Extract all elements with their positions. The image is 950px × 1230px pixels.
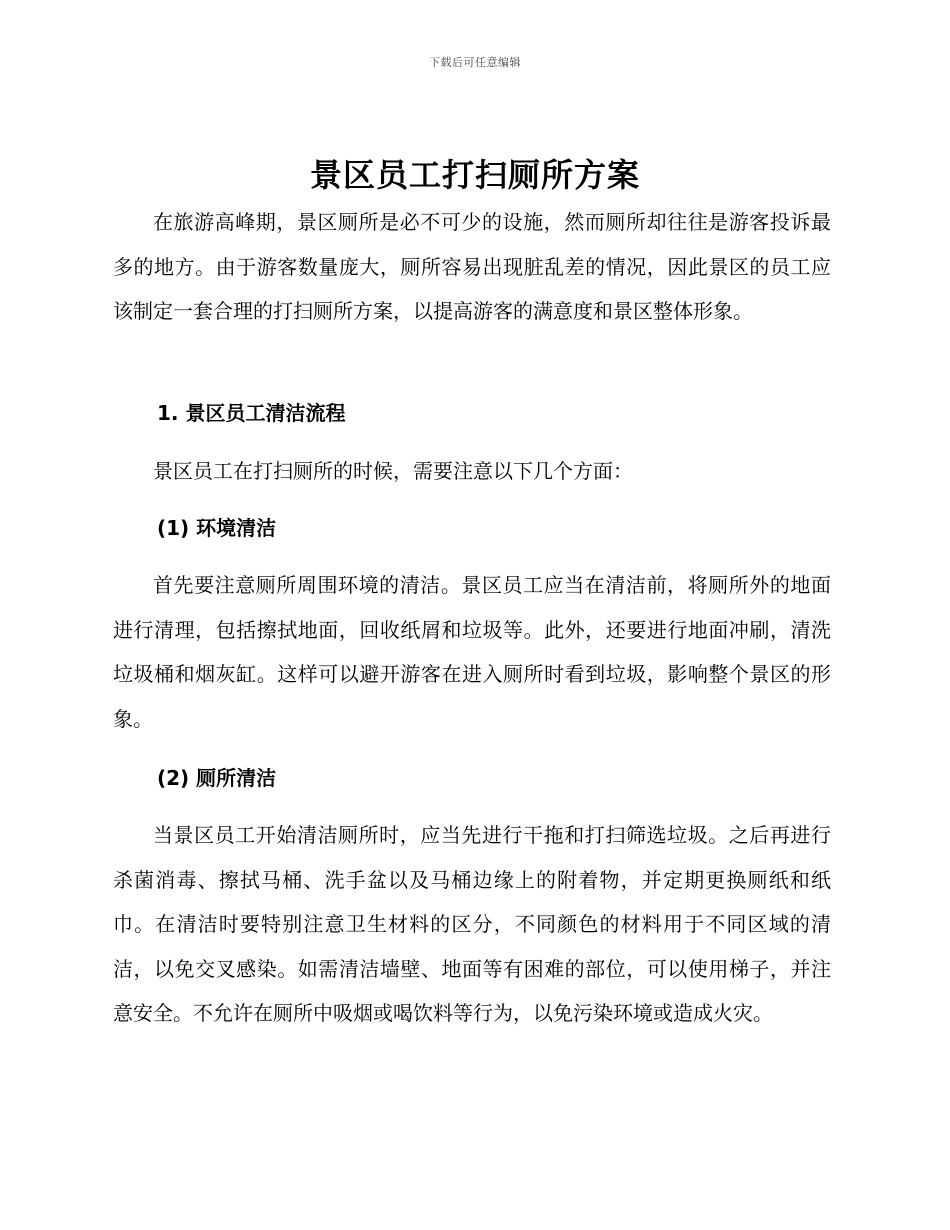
section-heading-cleaning-process: 1. 景区员工清洁流程 bbox=[157, 401, 346, 425]
paragraph-toilet-cleaning: 当景区员工开始清洁厕所时，应当先进行干拖和打扫筛选垃圾。之后再进行杀菌消毒、擦拭马桶、洗手盆以及马桶边缘上的附着物，并定期更换厕纸和纸巾。在清洁时要特别注意卫生材料的区分，不同颜色的材料用于不同区域的清洁，以免交叉感染。如需清洁墙壁、地面等有困难的部位，可以使用梯子，并注意安全。不允许在厕所中吸烟或喝饮料等行为，以免污染环境或造成火灾。 bbox=[113, 823, 831, 1025]
paragraph-environment-cleaning: 首先要注意厕所周围环境的清洁。景区员工应当在清洁前，将厕所外的地面进行清理，包括擦拭地面，回收纸屑和垃圾等。此外，还要进行地面冲刷，清洗垃圾桶和烟灰缸。这样可以避开游客在进入厕所时看到垃圾，影响整个景区的形象。 bbox=[113, 573, 831, 731]
subheading-environment-cleaning: (1) 环境清洁 bbox=[157, 516, 277, 540]
subheading-toilet-cleaning: (2) 厕所清洁 bbox=[157, 766, 277, 790]
paragraph-intro: 在旅游高峰期，景区厕所是必不可少的设施，然而厕所却往往是游客投诉最多的地方。由于游客数量庞大，厕所容易出现脏乱差的情况，因此景区的员工应该制定一套合理的打扫厕所方案，以提高游客的满意度和景区整体形象。 bbox=[113, 210, 831, 323]
header-note: 下载后可任意编辑 bbox=[429, 56, 521, 69]
document-title: 景区员工打扫厕所方案 bbox=[309, 156, 640, 194]
paragraph-process-intro: 景区员工在打扫厕所的时候，需要注意以下几个方面： bbox=[153, 459, 633, 483]
